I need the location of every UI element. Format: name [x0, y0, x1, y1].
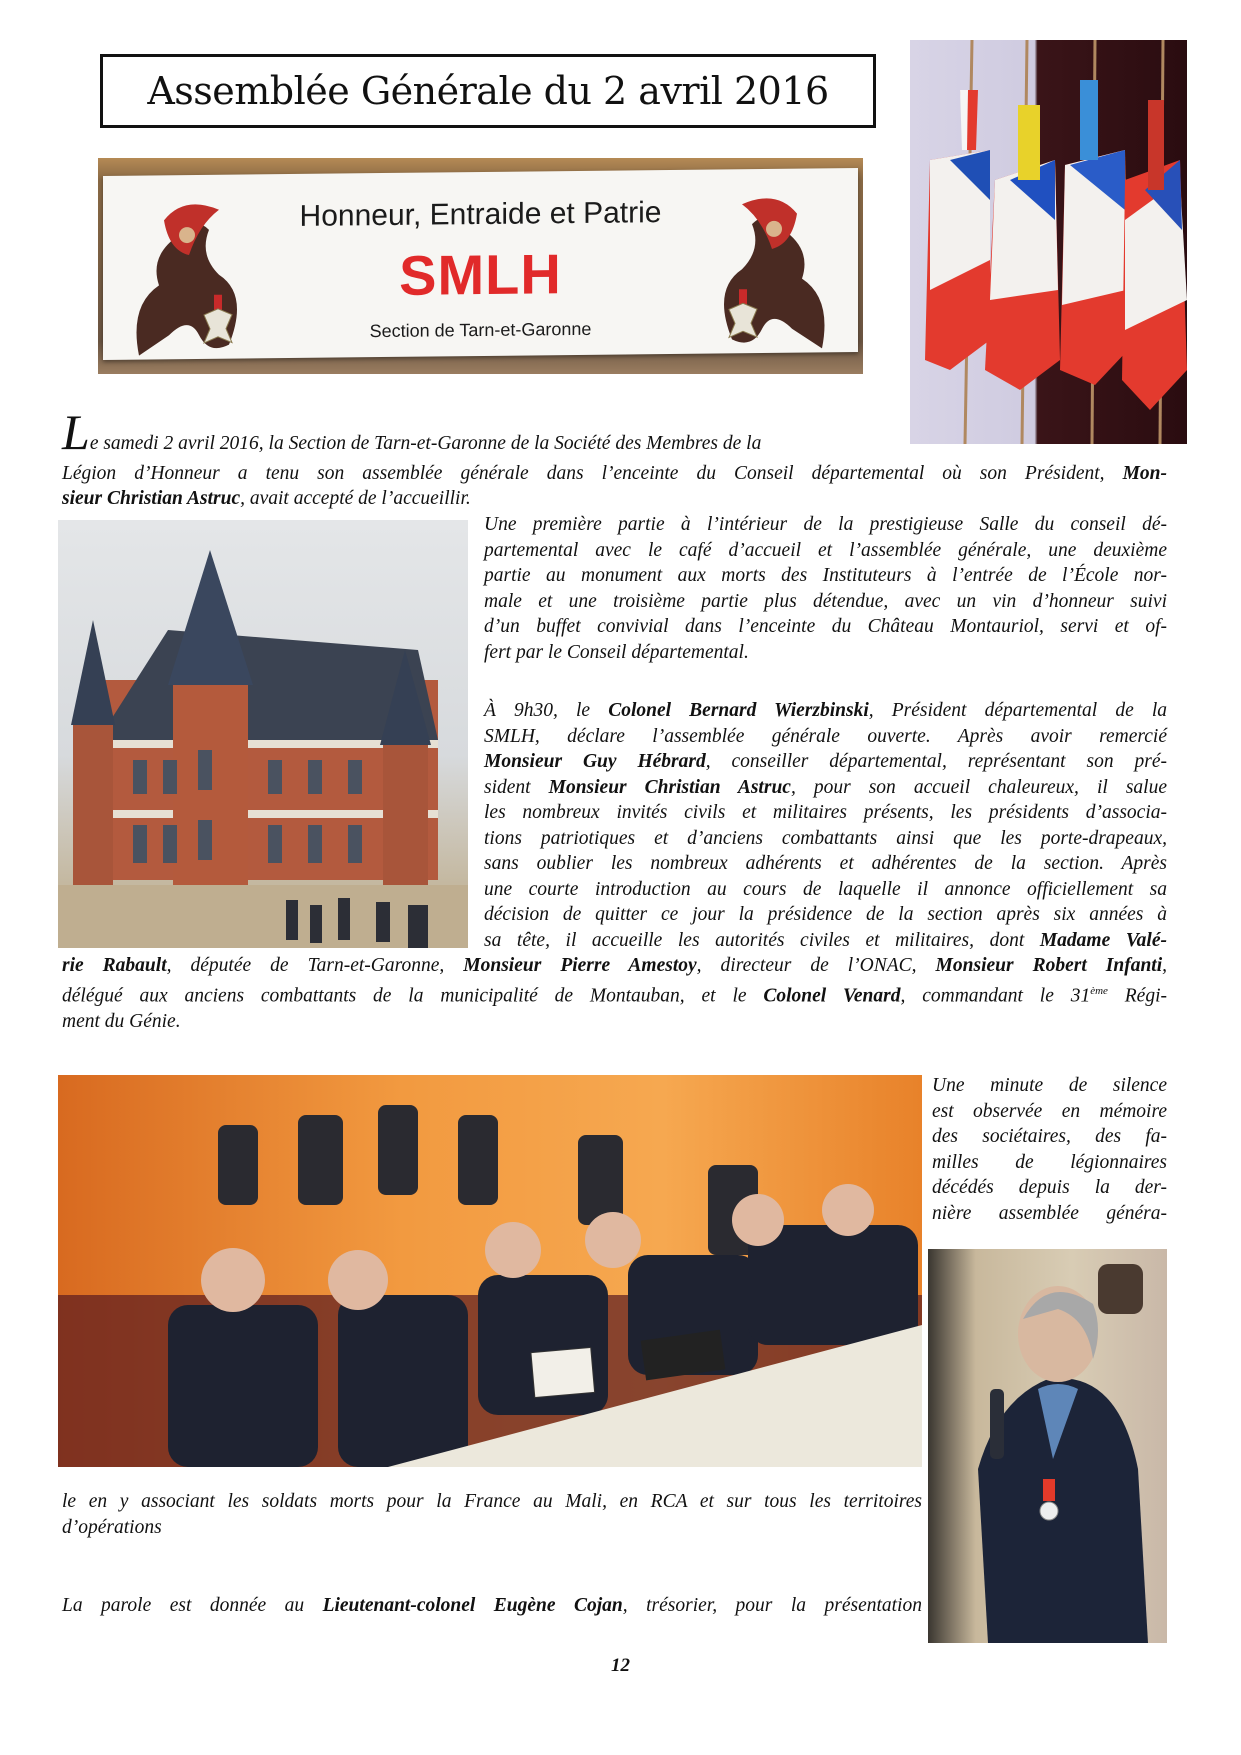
meeting-photo	[58, 1075, 922, 1467]
banner-subtitle: Section de Tarn-et-Garonne	[369, 318, 592, 342]
name-astruc-2: Monsieur Christian Astruc	[548, 776, 791, 798]
chateau-image	[58, 520, 468, 948]
name-venard: Colonel Venard	[763, 985, 901, 1006]
meeting-image	[58, 1075, 922, 1467]
name-amestoy: Monsieur Pierre Amestoy	[463, 955, 697, 976]
flags-photo	[910, 40, 1187, 444]
paragraph-silence-cont: le en y associant les soldats morts pour la France au Mali, en RCA et sur tous les territoires d’opérations	[62, 1491, 922, 1538]
speaker-photo	[928, 1249, 1167, 1643]
drop-cap: L	[62, 404, 90, 460]
banner-logo: SMLH	[399, 242, 562, 307]
name-wierzbinski: Colonel Bernard Wierzbinski	[608, 700, 869, 721]
flags-image	[910, 40, 1187, 444]
program-line: Une première partie à l’intérieur de la prestigieuse Salle du conseil dé-	[484, 514, 1167, 535]
name-cojan: Lieutenant-colonel Eugène Cojan	[322, 1595, 623, 1616]
program-line: d’un buffet convivial dans l’enceinte du Château Montauriol, servi et of-	[484, 616, 1167, 637]
banner-headline: Honneur, Entraide et Patrie	[299, 196, 662, 233]
title-box	[100, 54, 876, 128]
name-infanti: Monsieur Robert Infanti	[935, 955, 1163, 976]
speaker-image	[928, 1249, 1167, 1643]
paragraph-opening: À 9h30, le Colonel Bernard Wierzbinski, Président départemental de la SMLH, déclare l’assemblée générale ouverte. Après avoir remercié Monsieur Guy Hébrard, conseiller départemental, représentant son pré- sident Monsieur Christian Astruc, pour son accueil chaleureux, il salue les nombreux invités civils et militaires présents, les présidents d’associa- tions patriotiques et d’anciens combattants ainsi que les porte-drapeaux, sans oublier les nombreux adhérents et adhérentes de la section. Après une courte introduction au cours de laquelle il annonce officiellement sa décision de quitter ce jour la présidence de la section après six années à sa tête, il accueille les autorités civiles et militaires, dont Madame Valé-	[484, 700, 1167, 951]
program-line: male et une troisième partie plus détendue, avec un vin d’honneur suivi	[484, 590, 1167, 612]
chateau-photo	[58, 520, 468, 948]
intro-line-3: sieur Christian Astruc, avait accepté de l’accueillir.	[62, 488, 471, 509]
banner-photo	[98, 158, 863, 374]
program-line: partie au monument aux morts des Instituteurs à l’entrée de l’École nor-	[484, 565, 1167, 586]
program-line: partemental avec le café d’accueil et l’assemblée générale, une deuxième	[484, 539, 1167, 561]
paragraph-program	[484, 512, 1167, 665]
paragraph-treasurer: La parole est donnée au Lieutenant-colonel Eugène Cojan, trésorier, pour la présentation	[62, 1595, 922, 1616]
name-rabault: Madame Valé-	[1039, 929, 1167, 951]
intro-line-1: Le samedi 2 avril 2016, la Section de Tarn-et-Garonne de la Société des Membres de la	[62, 404, 762, 460]
name-astruc-1: Mon-	[1122, 463, 1167, 484]
name-hebrard: Monsieur Guy Hébrard	[484, 751, 706, 772]
intro-line-2: Légion d’Honneur a tenu son assemblée générale dans l’enceinte du Conseil départemental où son Président, Mon-	[62, 463, 1167, 484]
page-title: Assemblée Générale du 2 avril 2016	[147, 69, 829, 113]
program-line: fert par le Conseil départemental.	[484, 641, 749, 663]
paragraph-opening-cont: rie Rabault, députée de Tarn-et-Garonne, Monsieur Pierre Amestoy, directeur de l’ONAC, Monsieur Robert Infanti, délégué aux anciens combattants de la municipalité de Montauban, et le Colonel Venard, commandant le 31ème Régi- ment du Génie.	[62, 955, 1167, 1032]
paragraph-silence: Une minute de silence est observée en mémoire des sociétaires, des fa- milles de légionnaires décédés depuis la der- nière assemblée généra-	[932, 1075, 1167, 1224]
page-number: 12	[611, 1655, 630, 1676]
